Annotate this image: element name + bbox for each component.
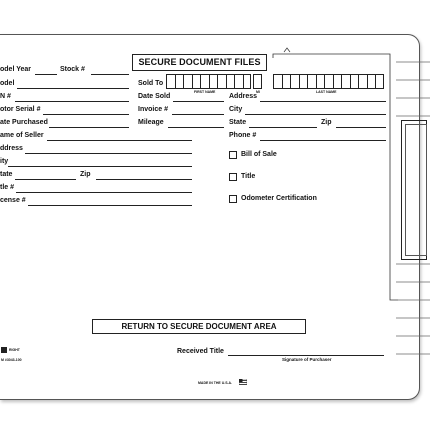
- brand-logo: [1, 347, 7, 353]
- date-sold-label: Date Sold: [138, 93, 171, 100]
- invoice-label: Invoice #: [138, 106, 168, 113]
- signature-line[interactable]: [228, 355, 384, 356]
- vin-label: N #: [0, 93, 11, 100]
- received-title-label: Received Title: [177, 348, 224, 355]
- seller-city-label: ity: [0, 158, 9, 165]
- name-of-seller-label: ame of Seller: [0, 132, 44, 139]
- license-label: cense #: [0, 197, 26, 204]
- buyer-city-label: City: [229, 106, 243, 113]
- brand-fragment: RIGHT: [9, 348, 20, 352]
- bill-of-sale-label: Bill of Sale: [241, 151, 277, 158]
- sold-to-label: Sold To: [138, 80, 164, 87]
- form-title: SECURE DOCUMENT FILES: [132, 54, 267, 71]
- seller-address-label: ddress: [0, 145, 23, 152]
- made-in-usa-text: MADE IN THE U.S.A.: [198, 381, 233, 385]
- title-checkbox-label: Title: [241, 173, 256, 180]
- return-to-secure-area: RETURN TO SECURE DOCUMENT AREA: [92, 319, 306, 334]
- title-number-label: tle #: [0, 184, 15, 191]
- motor-serial-label: otor Serial #: [0, 106, 41, 113]
- signature-caption: Signature of Purchaser: [282, 357, 332, 362]
- last-name-caption: LAST NAME: [316, 90, 337, 94]
- window-inner-frame: [405, 124, 427, 256]
- buyer-zip-label: Zip: [321, 119, 332, 126]
- first-name-caption: FIRST NAME: [194, 90, 216, 94]
- buyer-address-label: Address: [229, 93, 258, 100]
- buyer-phone-label: Phone #: [229, 132, 257, 139]
- seller-zip-label: Zip: [80, 171, 91, 178]
- model-year-label: odel Year: [0, 66, 32, 73]
- date-purchased-label: ate Purchased: [0, 119, 48, 126]
- item-number: M #3043-100: [1, 358, 22, 362]
- seller-state-label: tate: [0, 171, 13, 178]
- odometer-label: Odometer Certification: [241, 195, 317, 202]
- stock-label: Stock #: [60, 66, 85, 73]
- us-flag-icon: [239, 379, 247, 385]
- buyer-state-label: State: [229, 119, 247, 126]
- mi-caption: MI: [256, 90, 260, 94]
- model-label: odel: [0, 80, 15, 87]
- mileage-label: Mileage: [138, 119, 164, 126]
